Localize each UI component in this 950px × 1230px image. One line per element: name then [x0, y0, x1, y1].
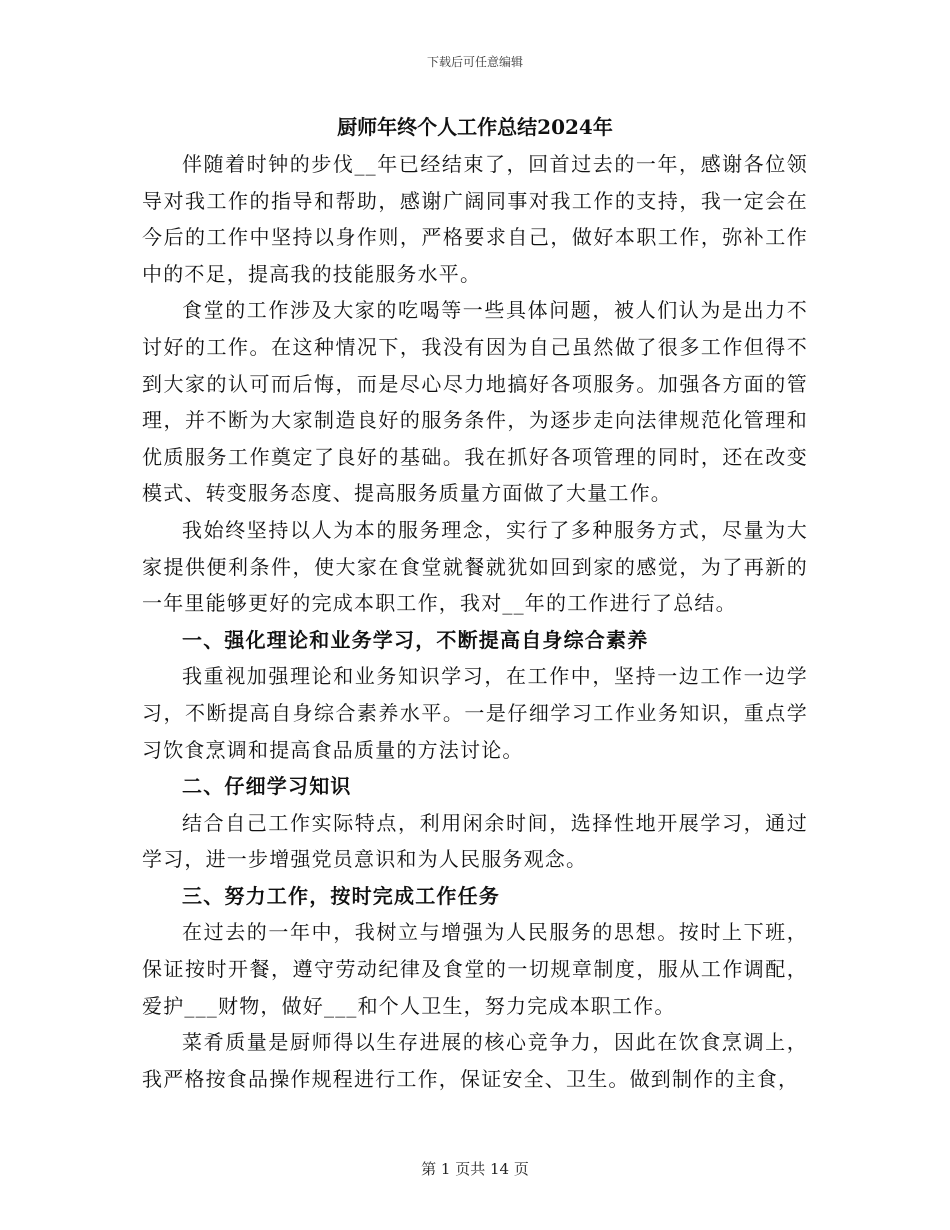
paragraph: 我始终坚持以人为本的服务理念，实行了多种服务方式，尽量为大家提供便利条件，使大家在食堂就餐就犹如回到家的感觉，为了再新的一年里能够更好的完成本职工作，我对__年的工作进行了总结。: [142, 517, 808, 616]
paragraph: 伴随着时钟的步伐__年已经结束了，回首过去的一年，感谢各位领导对我工作的指导和帮助，感谢广阔同事对我工作的支持，我一定会在今后的工作中坚持以身作则，严格要求自己，做好本职工作，弥补工作中的不足，提高我的技能服务水平。: [142, 152, 808, 286]
paragraph: 我重视加强理论和业务知识学习，在工作中，坚持一边工作一边学习，不断提高自身综合素养水平。一是仔细学习工作业务知识，重点学习饮食烹调和提高食品质量的方法讨论。: [142, 664, 808, 762]
section-heading: 一、强化理论和业务学习，不断提高自身综合素养: [182, 627, 649, 652]
paragraph: 菜肴质量是厨师得以生存进展的核心竞争力，因此在饮食烹调上，我严格按食品操作规程进行工作，保证安全、卫生。做到制作的主食，: [142, 1030, 808, 1091]
section-heading: 二、仔细学习知识: [182, 774, 352, 799]
page-footer: 第 1 页共 14 页: [421, 1160, 529, 1178]
page-header: 下载后可任意编辑: [426, 55, 523, 69]
document-title: 厨师年终个人工作总结2024年: [337, 115, 613, 139]
paragraph: 食堂的工作涉及大家的吃喝等一些具体问题，被人们认为是出力不讨好的工作。在这种情况下，我没有因为自己虽然做了很多工作但得不到大家的认可而后悔，而是尽心尽力地搞好各项服务。加强各方面的管理，并不断为大家制造良好的服务条件，为逐步走向法律规范化管理和优质服务工作奠定了良好的基础。我在抓好各项管理的同时，还在改变模式、转变服务态度、提高服务质量方面做了大量工作。: [142, 298, 808, 506]
section-heading: 三、努力工作，按时完成工作任务: [182, 883, 500, 908]
document-body: [142, 108, 808, 1097]
paragraph: 在过去的一年中，我树立与增强为人民服务的思想。按时上下班，保证按时开餐，遵守劳动纪律及食堂的一切规章制度，服从工作调配，爱护___财物，做好___和个人卫生，努力完成本职工作。: [142, 920, 808, 1018]
paragraph: 结合自己工作实际特点，利用闲余时间，选择性地开展学习，通过学习，进一步增强党员意识和为人民服务观念。: [142, 810, 808, 872]
